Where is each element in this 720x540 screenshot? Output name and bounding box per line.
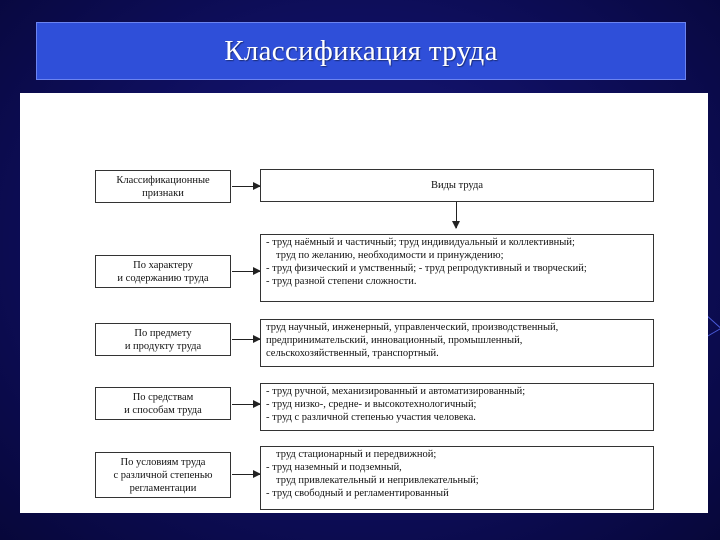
criterion-box-subject [95, 323, 231, 356]
type-line: - труд разной степени сложности. [266, 276, 417, 287]
type-line: труд стационарный и передвижной; [276, 449, 437, 460]
types-header-box [260, 169, 654, 202]
type-line: - труд наземный и подземный, [266, 462, 402, 473]
diagram-panel [20, 93, 708, 513]
type-line: предпринимательский, инновационный, промышленный, [266, 335, 523, 346]
type-line: - труд наёмный и частичный; труд индивидуальный и коллективный; [266, 237, 575, 248]
slide-title: Классификация труда [224, 34, 498, 67]
criterion-line: По условиям труда [120, 456, 206, 468]
types-box-character [260, 234, 654, 302]
type-line: - труд свободный и регламентированный [266, 488, 449, 499]
types-box-means [260, 383, 654, 431]
criteria-header-line: Классификационные [116, 174, 210, 186]
criterion-line: По предмету [134, 327, 192, 339]
row-arrow [232, 271, 260, 272]
type-line: - труд ручной, механизированный и автоматизированный; [266, 386, 526, 397]
criterion-line: и способам труда [124, 404, 202, 416]
row-arrow [232, 339, 260, 340]
type-line: труд привлекательный и непривлекательный; [276, 475, 479, 486]
criterion-line: с различной степенью [113, 469, 213, 481]
criterion-line: По средствам [132, 391, 194, 403]
criterion-line: регламентации [129, 482, 197, 494]
header-arrow [232, 186, 260, 187]
criteria-header-box [95, 170, 231, 203]
criteria-header-line: признаки [142, 187, 184, 199]
criterion-line: и продукту труда [124, 340, 202, 352]
criterion-box-means [95, 387, 231, 420]
types-box-subject [260, 319, 654, 367]
types-box-conditions [260, 446, 654, 510]
criterion-line: По характеру [133, 259, 193, 271]
types-header-text: Виды труда [430, 180, 484, 191]
criterion-box-character [95, 255, 231, 288]
row-arrow [232, 474, 260, 475]
type-line: - труд физический и умственный; - труд репродуктивный и творческий; [266, 263, 587, 274]
type-line: сельскохозяйственный, транспортный. [266, 348, 439, 359]
criterion-line: и содержанию труда [117, 272, 209, 284]
criterion-box-conditions [95, 452, 231, 498]
header-down-arrow [456, 202, 457, 228]
type-line: - труд с различной степенью участия человека. [266, 412, 476, 423]
type-line: труд по желанию, необходимости и принуждению; [276, 250, 504, 261]
type-line: - труд низко-, средне- и высокотехнологичный; [266, 399, 477, 410]
row-arrow [232, 404, 260, 405]
title-bar [36, 22, 686, 80]
type-line: труд научный, инженерный, управленческий, производственный, [266, 322, 559, 333]
